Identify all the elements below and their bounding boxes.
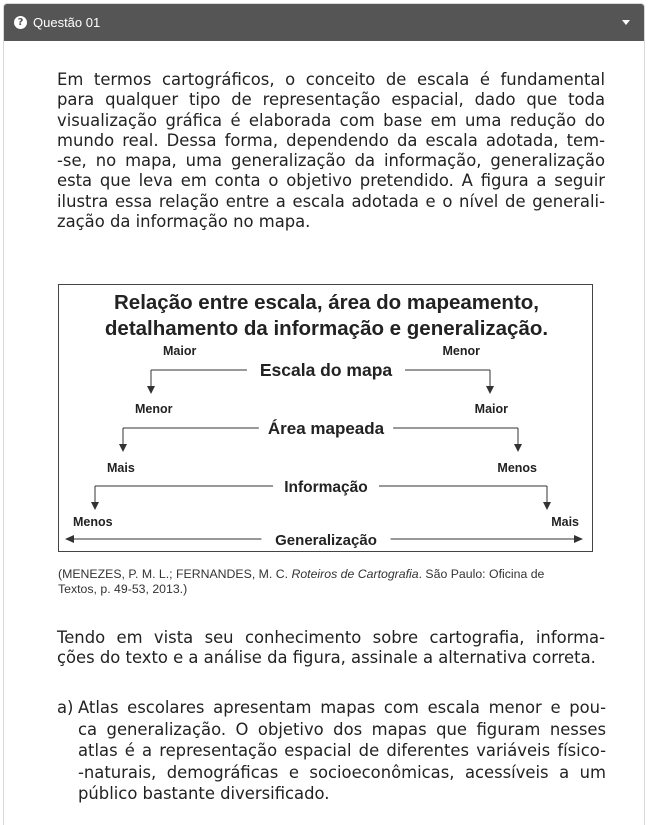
arrow-down-left-icon [119,444,127,452]
option-a-line: Atlas escolares apresentam mapas com escala menor e pou- [78,698,606,717]
row-left-value: Mais [107,461,135,475]
row-label: Informação [284,479,368,496]
arrow-down-right-icon [486,386,494,394]
arrow-down-left-icon [147,386,155,394]
scale-figure [58,284,593,552]
question-statement [57,628,605,669]
intro-line: zação da informação no mapa. [57,212,311,232]
question-line: Tendo em vista seu conhecimento sobre cartografia, informa- [57,628,605,647]
reference-prefix: (MENEZES, P. M. L.; FERNANDES, M. C. [58,567,292,581]
intro-line: Em termos cartográficos, o conceito de escala é fundamental [57,70,605,89]
arrow-right-icon [574,535,583,543]
option-a-letter: a) [57,698,74,717]
row-left-value: Menor [135,402,173,416]
option-a-line: atlas é a representação espacial de diferentes variáveis físico- [78,741,606,760]
option-a-line: ca generalização. O objetivo dos mapas que figuram nesses [78,719,606,739]
figure-title-line1: Relação entre escala, área do mapeamento, [113,291,539,314]
row-left-value: Menos [73,515,113,529]
figure-title-line2: detalhamento da informação e generalização. [104,317,549,340]
intro-line: ilustra essa relação entre a escala adotada e o nível de generali- [57,191,605,211]
reference-suffix: . São Paulo: Oficina de [418,567,545,581]
figure-diagram [59,285,594,553]
question-circle-icon: ? [14,16,27,29]
question-line: ções do texto e a análise da figura, assinale a alternativa correta. [57,648,596,668]
arrow-left-icon [65,535,74,543]
intro-paragraph [57,70,605,232]
row-right-value: Maior [474,402,508,416]
row-right-value: Menos [497,461,537,475]
intro-line: visualização gráfica é elaborada com base em uma redução do [57,110,605,130]
question-header[interactable] [4,4,644,41]
row-label: Escala do mapa [259,360,393,380]
row-right-value: Menor [442,344,480,358]
option-a-text [78,697,606,805]
intro-line: mundo real. Dessa forma, dependendo da escala adotada, tem- [57,130,605,150]
intro-line: -se, no mapa, uma generalização da informação, generalização [57,151,605,171]
option-a-line: -naturais, demográficas e socioeconômicas, acessíveis a um [78,762,606,782]
intro-line: esta que leva em conta o objetivo pretendido. A figura a seguir [57,171,605,191]
question-title: Questão 01 [33,15,101,30]
figure-reference [58,567,608,596]
arrow-down-right-icon [514,444,522,452]
intro-line: para qualquer tipo de representação espacial, dado que toda [57,90,605,110]
reference-book-title: Roteiros de Cartografia [291,567,419,581]
row-right-value: Mais [551,515,579,529]
reference-line1 [58,567,608,582]
figure-rows [65,344,583,549]
reference-line2: Textos, p. 49-53, 2013.) [58,581,188,596]
option-a-line: público bastante diversificado. [78,784,330,803]
row-left-value: Maior [163,344,197,358]
arrow-down-right-icon [543,502,551,510]
arrow-down-left-icon [91,502,99,510]
row-label: Área mapeada [267,419,385,438]
row-label: Generalização [275,532,377,549]
caret-down-icon[interactable] [622,20,630,25]
